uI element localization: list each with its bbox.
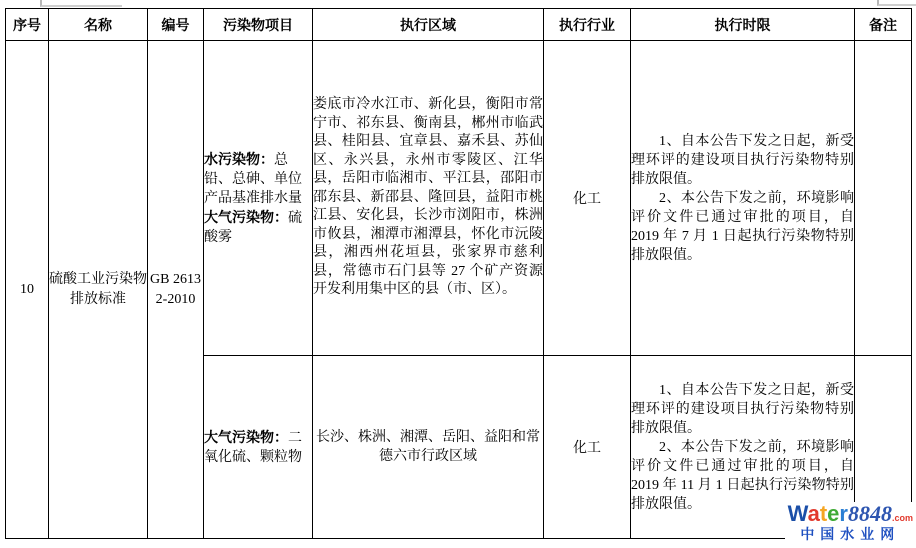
deadline-item-2: 2、本公告下发之前，环境影响评价文件已通过审批的项目，自 2019 年 7 月 1 日起执行污染物特别排放限值。	[631, 190, 854, 263]
cropped-table-corner-left	[40, 0, 122, 7]
pollutant-group-label: 大气污染物：	[204, 428, 288, 445]
header-row	[6, 9, 912, 41]
region-text: 娄底市冷水江市、新化县，衡阳市常宁市、祁东县、衡南县，郴州市临武县、桂阳县、宜章县、嘉禾县、苏仙区、永兴县，永州市零陵区、江华县，岳阳市临湘市、平江县，邵阳市邵东县、新邵县、隆回县，益阳市桃江县、安化县，长沙市浏阳市，株洲市攸县，湘潭市湘潭县，怀化市沅陵县，湘西州花垣县，张家界市慈利县，常德市石门县等 27 个矿产资源开发利用集中区的县（市、区）。	[313, 97, 543, 298]
deadline-item-2: 2、本公告下发之前，环境影响评价文件已通过审批的项目，自 2019 年 11 月 1 日起执行污染物特别排放限值。	[631, 439, 854, 512]
col-header-code: 编号	[148, 9, 204, 41]
watermark-number: 8848	[847, 501, 892, 526]
col-header-name: 名称	[49, 9, 148, 41]
watermark-wordmark	[788, 503, 913, 525]
cell-pollutants-1	[204, 41, 313, 356]
cropped-table-corner-right	[877, 0, 916, 6]
cell-seq: 10	[6, 41, 49, 539]
col-header-seq: 序号	[6, 9, 49, 41]
pollutant-group-items: 总铅、总砷、单位产品基准排水量	[204, 152, 302, 206]
pollutant-group-air	[204, 208, 312, 247]
watermark-domain: .com	[891, 513, 913, 523]
pollutant-group-label: 水污染物：	[204, 150, 274, 167]
cell-remark-1	[855, 41, 912, 356]
cell-pollutants-2	[204, 356, 313, 539]
region-text: 长沙、株洲、湘潭、岳阳、益阳和常德六市行政区域	[316, 430, 540, 464]
cell-industry-1: 化工	[544, 41, 631, 356]
col-header-remark: 备注	[855, 9, 912, 41]
pollutant-group-items: 硫酸雾	[204, 210, 302, 245]
entry-row-1	[6, 41, 912, 356]
pollutant-group-label: 大气污染物：	[204, 208, 288, 225]
watermark-caption: 中国水业网	[800, 526, 901, 542]
col-header-industry: 执行行业	[544, 9, 631, 41]
water8848-watermark	[785, 502, 915, 541]
pollutant-group-air	[204, 428, 312, 467]
deadline-item-1: 1、自本公告下发之日起，新受理环评的建设项目执行污染物特别排放限值。	[631, 133, 854, 187]
cell-region-1	[313, 41, 544, 356]
cell-standard-code: GB 26132-2010	[148, 41, 204, 539]
pollutant-group-items: 二氧化硫、颗粒物	[204, 430, 302, 465]
cell-standard-name: 硫酸工业污染物排放标准	[49, 41, 148, 539]
watermark-brand-letters: Water	[787, 501, 848, 526]
col-header-pollutants: 污染物项目	[204, 9, 313, 41]
deadline-item-1: 1、自本公告下发之日起，新受理环评的建设项目执行污染物特别排放限值。	[631, 382, 854, 436]
col-header-deadline: 执行时限	[631, 9, 855, 41]
cell-deadline-1	[631, 41, 855, 356]
col-header-region: 执行区域	[313, 9, 544, 41]
pollutant-group-water	[204, 150, 312, 208]
cell-region-2	[313, 356, 544, 539]
cell-industry-2: 化工	[544, 356, 631, 539]
pollution-standards-table	[5, 8, 912, 542]
